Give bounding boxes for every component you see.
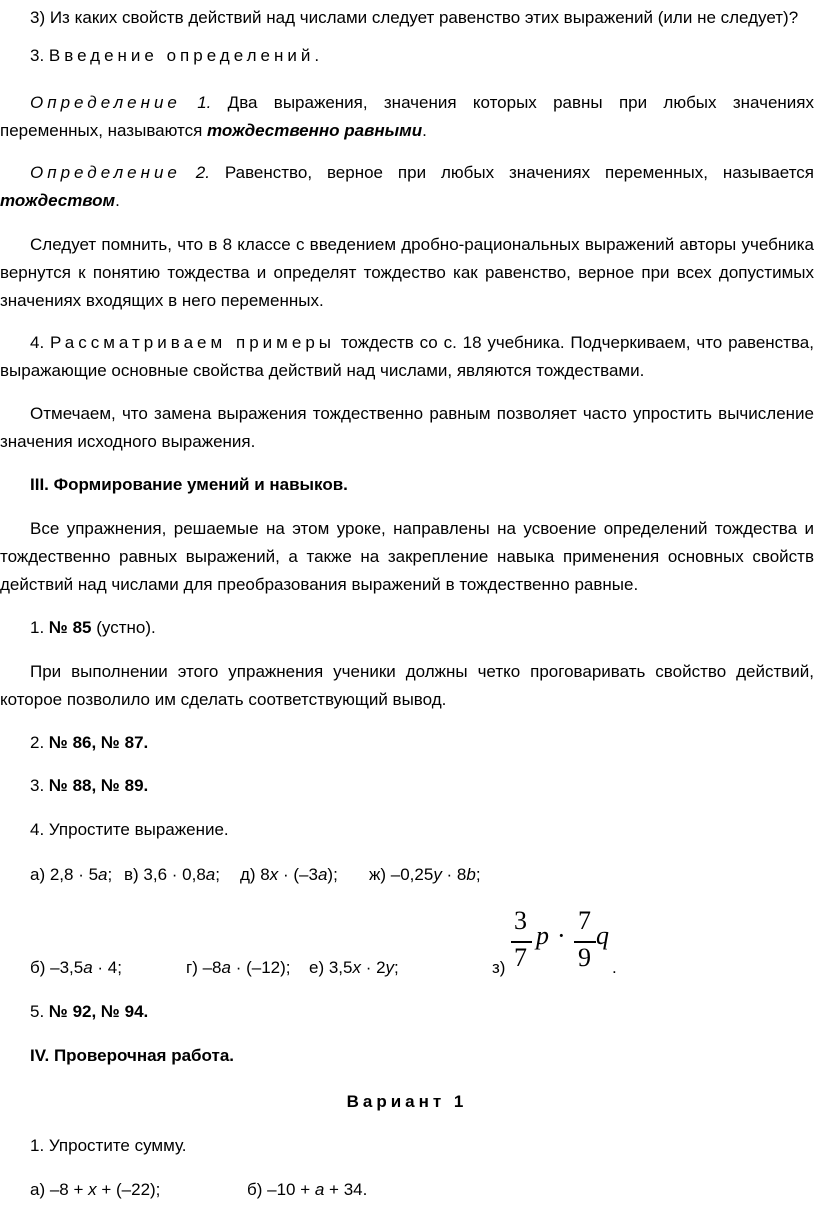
exercise-4: 4. Упростите выражение. (30, 820, 229, 839)
expression-v (124, 861, 220, 889)
definition-1-end: . (422, 121, 427, 140)
fraction-1-numerator: 3 (514, 906, 527, 935)
exercise-5-number: 5. (30, 1002, 49, 1021)
definition-2-end: . (115, 191, 120, 210)
identity-note-paragraph: Следует помнить, что в 8 классе с введением дробно-рациональных выражений авторы учебника вернутся к понятию тождества и определят тождество как равенство, верное при всех допустимых значениях входящих в него переменных. (0, 235, 814, 310)
expr-text: ж) –0,25 (369, 865, 434, 884)
exercise-2-number: 2. (30, 733, 49, 752)
variant-heading: Вариант 1 (346, 1092, 468, 1111)
expr-text: + (–22); (96, 1180, 161, 1199)
expr-variable: а (221, 958, 231, 977)
expr-text: б) –10 + (247, 1180, 315, 1199)
exercise-5-task: № 92, № 94. (48, 1002, 149, 1021)
expression-d (240, 861, 338, 889)
exercise-1-rest: (устно). (91, 618, 156, 637)
definition-2-term: тождеством (0, 191, 116, 210)
exercise-1-number: 1. (30, 618, 49, 637)
expr-variable: а (83, 958, 93, 977)
definition-1-term: тождественно равными (207, 121, 423, 140)
expression-z-end: . (612, 958, 617, 977)
expr-variable: х (269, 865, 279, 884)
exercise-3-number: 3. (30, 776, 49, 795)
section-3-heading (0, 42, 814, 70)
expr-text: · 4; (92, 958, 122, 977)
expression-zh (369, 861, 481, 889)
exercise-5 (0, 998, 814, 1026)
definition-1-label: Определение (30, 93, 181, 112)
exercise-1 (0, 614, 814, 642)
expr-text: · (–3 (278, 865, 318, 884)
expression-e (309, 954, 399, 982)
multiply-dot: · (557, 921, 566, 950)
replacement-note-paragraph: Отмечаем, что замена выражения тождественно равным позволяет часто упростить вычисление значения исходного выражения. (0, 404, 814, 451)
section-3-title: Введение определений. (48, 46, 324, 65)
expression-g (186, 954, 291, 982)
expr-text: ; (215, 865, 220, 884)
section-4-paragraph (0, 329, 814, 385)
fraction-2-numerator: 7 (578, 906, 591, 935)
expr-variable: а (314, 1180, 325, 1199)
definition-2-label: Определение (30, 163, 181, 182)
definition-1-number: 1. (180, 93, 212, 112)
variable-p: p (536, 921, 549, 950)
expression-b (30, 954, 122, 982)
variable-q: q (596, 921, 609, 950)
part-3-heading: III. Формирование умений и навыков. (30, 475, 348, 494)
question-3: 3) Из каких свойств действий над числами следует равенство этих выражений (или не следует)? (30, 8, 799, 27)
definition-2 (0, 159, 814, 215)
definition-1-text: Два выражения, значения которых равны при любых значениях переменных, называются (0, 93, 814, 140)
expr-text: ; (107, 865, 113, 884)
expr-variable: а (317, 865, 328, 884)
task-1-b (247, 1176, 367, 1204)
expr-text: + 34. (324, 1180, 368, 1199)
exercise-1-note: При выполнении этого упражнения ученики должны четко проговаривать свойство действий, которое позволило им сделать соответствующий вывод. (0, 662, 814, 709)
part-4-heading: IV. Проверочная работа. (30, 1046, 234, 1065)
expr-text: · (–12); (230, 958, 291, 977)
definition-2-number: 2. (180, 163, 210, 182)
section-4-text: тождеств со с. 18 учебника. Подчеркиваем, что равенства, выражающие основные свойства действий над числами, являются тождествами. (0, 333, 814, 380)
expr-text: е) 3,5 (309, 958, 353, 977)
expr-text: а) 2,8 · 5 (30, 865, 99, 884)
expr-variable: у (433, 865, 442, 884)
section-4-spaced-text: Рассматриваем примеры (50, 333, 335, 352)
expr-text: · 2 (360, 958, 386, 977)
expr-text: ); (327, 865, 338, 884)
expression-a (30, 861, 112, 889)
expr-variable: х (88, 1180, 97, 1199)
definition-2-text: Равенство, верное при любых значениях переменных, называется (209, 163, 814, 182)
section-3-number: 3. (30, 46, 49, 65)
section-4-number: 4. (30, 333, 51, 352)
expr-variable: а (205, 865, 216, 884)
expr-text: д) 8 (240, 865, 270, 884)
expr-variable: а (98, 865, 108, 884)
expr-text: ; (475, 865, 481, 884)
exercises-description: Все упражнения, решаемые на этом уроке, направлены на усвоение определений тождества и тождественно равных выражений, а также на закрепление навыка применения основных свойств действий над числами для преобразования выражений в тождественно равные. (0, 519, 814, 594)
exercise-2-task: № 86, № 87. (48, 733, 149, 752)
expr-variable: х (352, 958, 361, 977)
expr-text: г) –8 (186, 958, 222, 977)
exercise-3-task: № 88, № 89. (48, 776, 149, 795)
expr-text: · 8 (441, 865, 467, 884)
exercise-2 (0, 729, 814, 757)
task-1: 1. Упростите сумму. (30, 1136, 187, 1155)
expression-z-label: з) (492, 958, 506, 977)
fraction-1-denominator: 7 (514, 943, 527, 972)
task-1-a (30, 1176, 160, 1204)
expr-text: б) –3,5 (30, 958, 84, 977)
expr-text: а) –8 + (30, 1180, 89, 1199)
exercise-1-task: № 85 (48, 618, 92, 637)
exercise-3 (0, 772, 814, 800)
definition-1 (0, 89, 814, 145)
expr-text: ; (394, 958, 399, 977)
fraction-2-denominator: 9 (578, 943, 591, 972)
expr-variable: у (385, 958, 395, 977)
expr-variable: b (466, 865, 476, 884)
expr-text: в) 3,6 · 0,8 (124, 865, 206, 884)
